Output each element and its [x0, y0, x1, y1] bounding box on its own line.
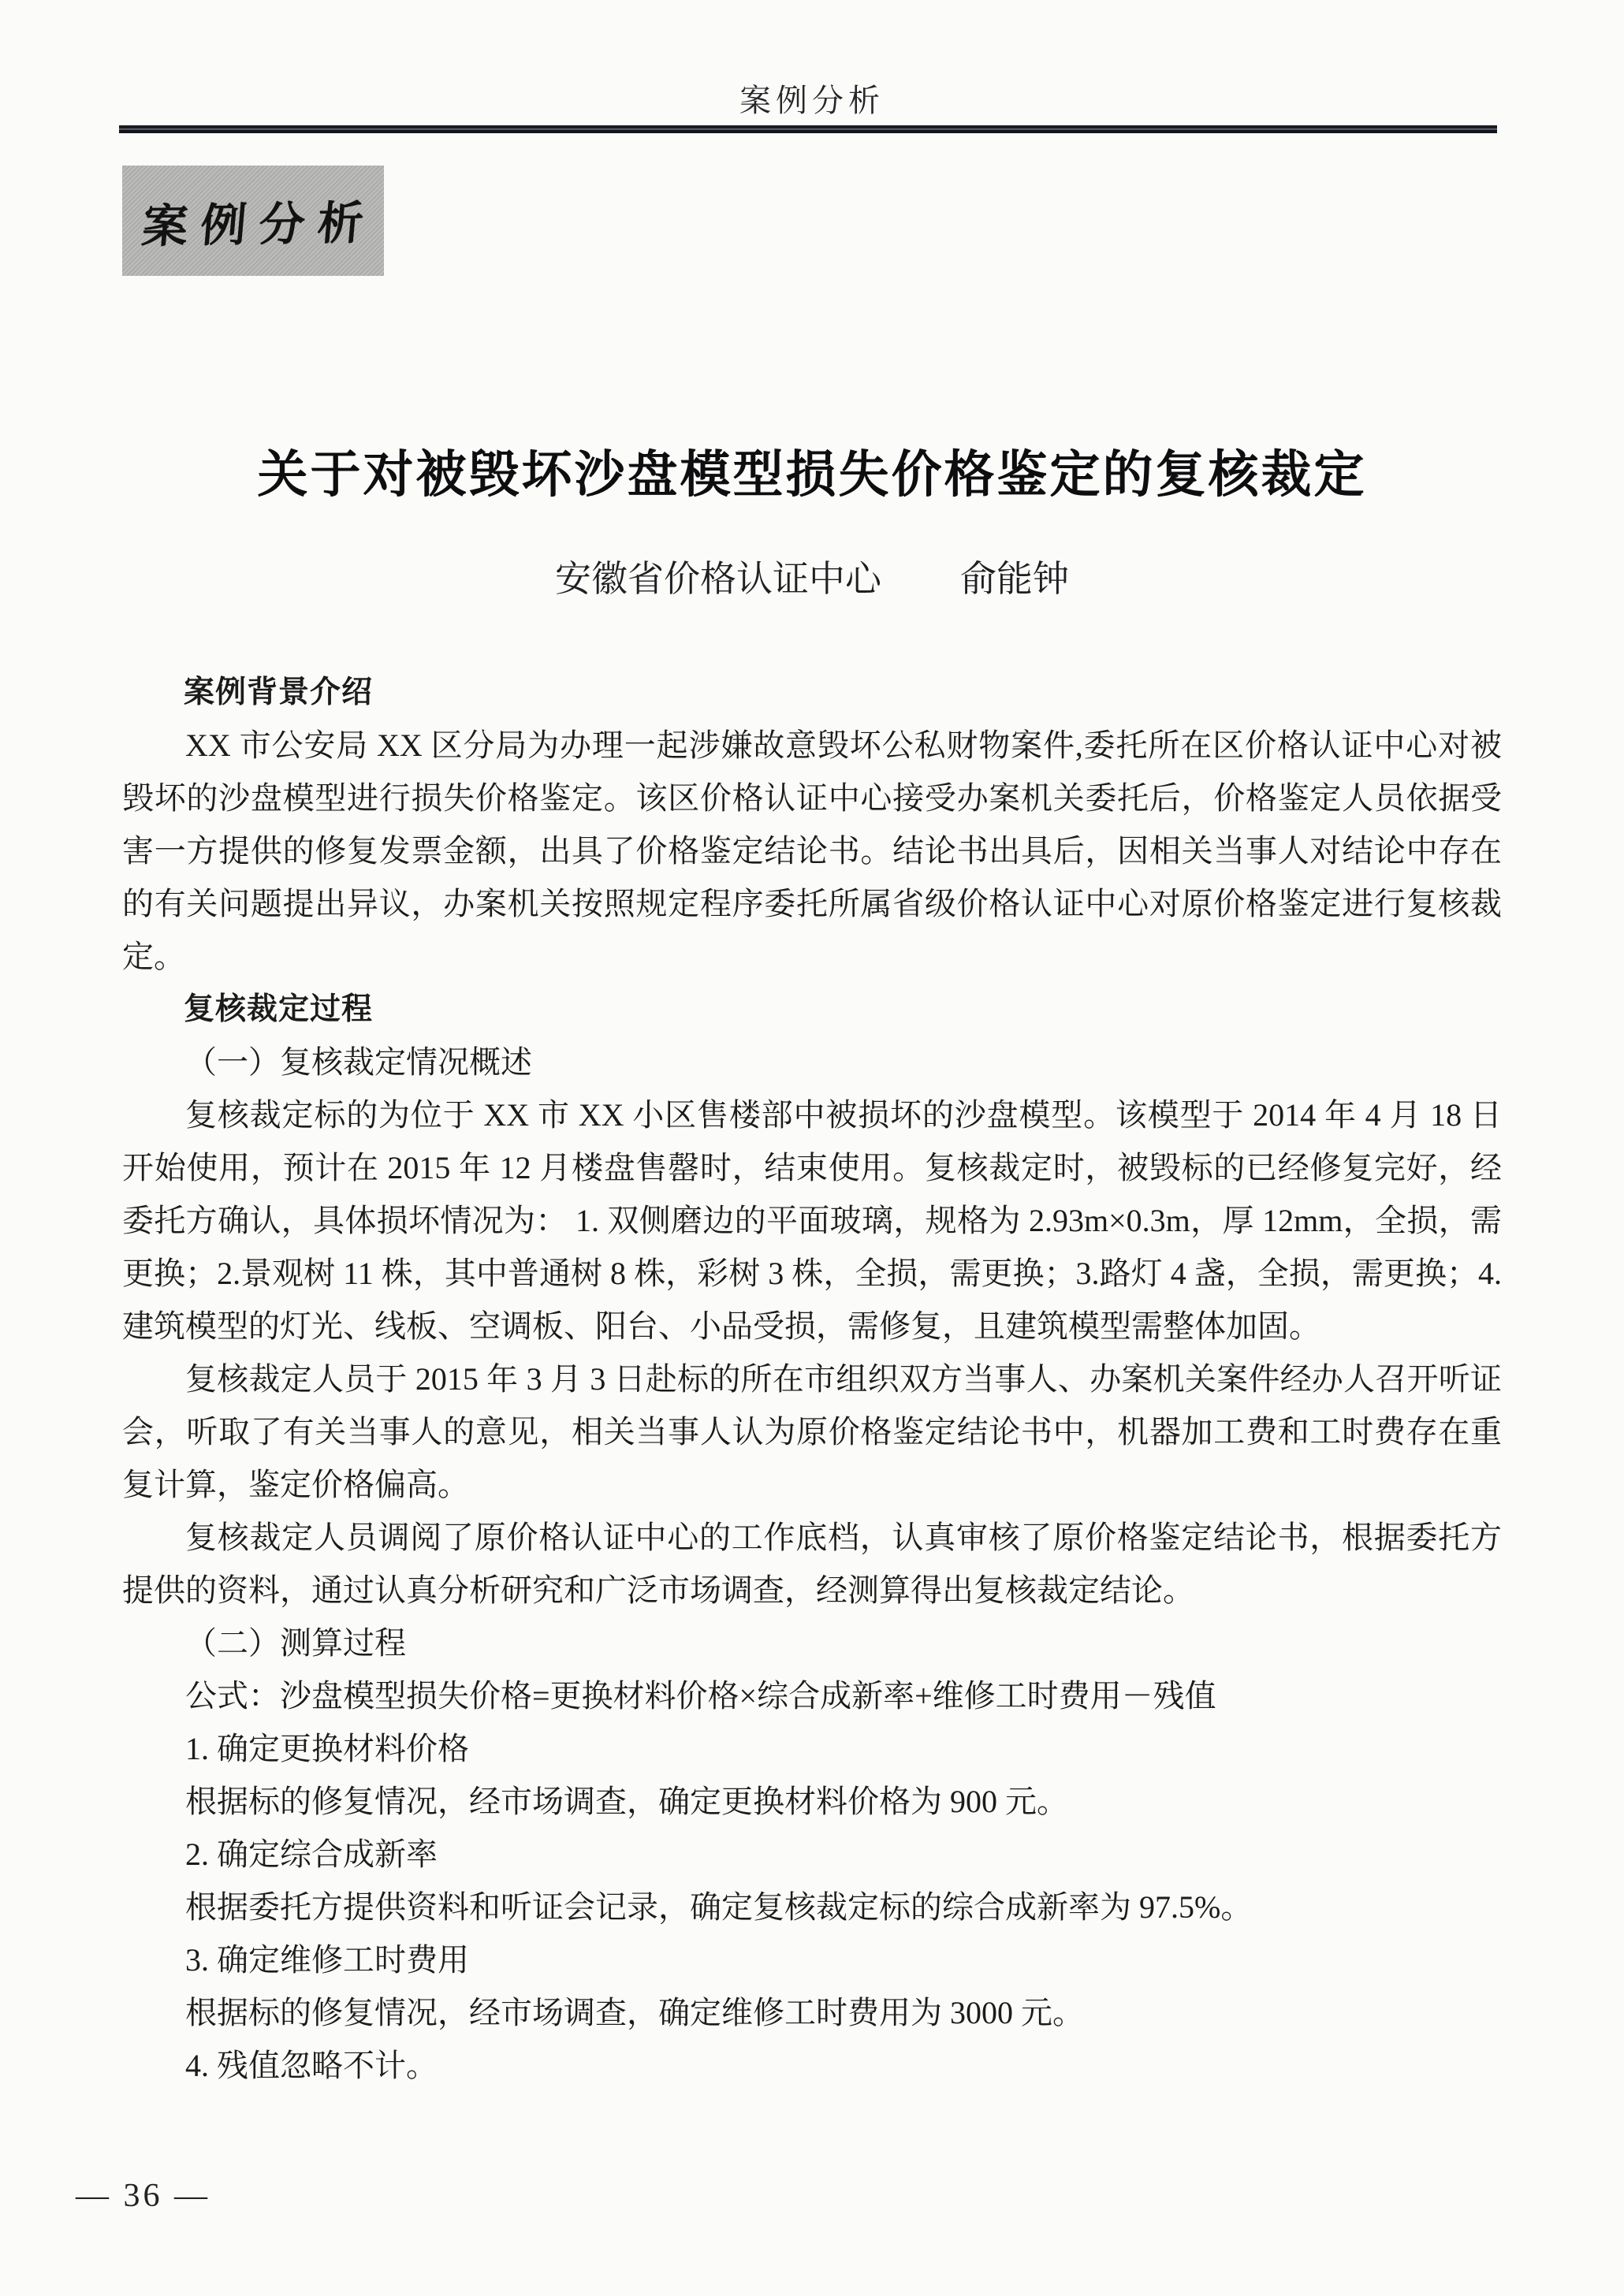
section-badge [122, 166, 384, 276]
para-hearing: 复核裁定人员于 2015 年 3 月 3 日赴标的所在市组织双方当事人、办案机关案件经办人召开听证会，听取了有关当事人的意见，相关当事人认为原价格鉴定结论书中，机器加工费和工时费存在重复计算，鉴定价格偏高。 [122, 1361, 1502, 1502]
byline-author: 俞能钟 [960, 559, 1069, 599]
article-title: 关于对被毁坏沙盘模型损失价格鉴定的复核裁定 [257, 446, 1367, 503]
step-1-title: 1. 确定更换材料价格 [185, 1731, 469, 1766]
heading-case-background: 案例背景介绍 [184, 675, 374, 709]
subheading-calculation: （二）测算过程 [185, 1625, 406, 1661]
subheading-review-overview: （一）复核裁定情况概述 [185, 1044, 532, 1080]
article-body [122, 666, 1502, 2092]
step-2-title: 2. 确定综合成新率 [185, 1836, 438, 1872]
step-1-detail: 根据标的修复情况，经市场调查，确定更换材料价格为 900 元。 [185, 1784, 1068, 1819]
step-3-title: 3. 确定维修工时费用 [185, 1942, 469, 1978]
para-review-overview: 复核裁定标的为位于 XX 市 XX 小区售楼部中被损坏的沙盘模型。该模型于 2014 年 4 月 18 日开始使用，预计在 2015 年 12 月楼盘售罄时，结束使用。复核裁定时，被毁标的已经修复完好，经委托方确认，具体损坏情况为： 1. 双侧磨边的平面玻璃，规格为 2.93m×0.3m，厚 12mm，全损，需更换；2.景观树 11 株，其中普通树 8 株，彩树 3 株，全损，需更换；3.路灯 4 盏，全损，需更换；4.建筑模型的灯光、线板、空调板、阳台、小品受损，需修复，且建筑模型需整体加固。 [122, 1097, 1502, 1344]
header-rule [119, 125, 1497, 133]
step-2-detail: 根据委托方提供资料和听证会记录，确定复核裁定标的综合成新率为 97.5%。 [185, 1889, 1253, 1925]
page-number: — 36 — [76, 2178, 210, 2214]
section-badge-label: 案例分析 [140, 197, 378, 253]
byline-organization: 安徽省价格认证中心 [555, 559, 881, 599]
para-file-review: 复核裁定人员调阅了原价格认证中心的工作底档，认真审核了原价格鉴定结论书，根据委托方提供的资料，通过认真分析研究和广泛市场调查，经测算得出复核裁定结论。 [122, 1520, 1502, 1608]
step-3-detail: 根据标的修复情况，经市场调查，确定维修工时费用为 3000 元。 [185, 1995, 1084, 2030]
heading-review-process: 复核裁定过程 [184, 992, 374, 1026]
byline [0, 550, 1624, 602]
running-header: 案例分析 [739, 83, 885, 118]
step-4: 4. 残值忽略不计。 [185, 2048, 438, 2083]
formula-line: 公式：沙盘模型损失价格=更换材料价格×综合成新率+维修工时费用－残值 [185, 1678, 1216, 1714]
para-case-background: XX 市公安局 XX 区分局为办理一起涉嫌故意毁坏公私财物案件,委托所在区价格认证中心对被毁坏的沙盘模型进行损失价格鉴定。该区价格认证中心接受办案机关委托后，价格鉴定人员依据受害一方提供的修复发票金额，出具了价格鉴定结论书。结论书出具后，因相关当事人对结论中存在的有关问题提出异议，办案机关按照规定程序委托所属省级价格认证中心对原价格鉴定进行复核裁定。 [122, 728, 1502, 974]
